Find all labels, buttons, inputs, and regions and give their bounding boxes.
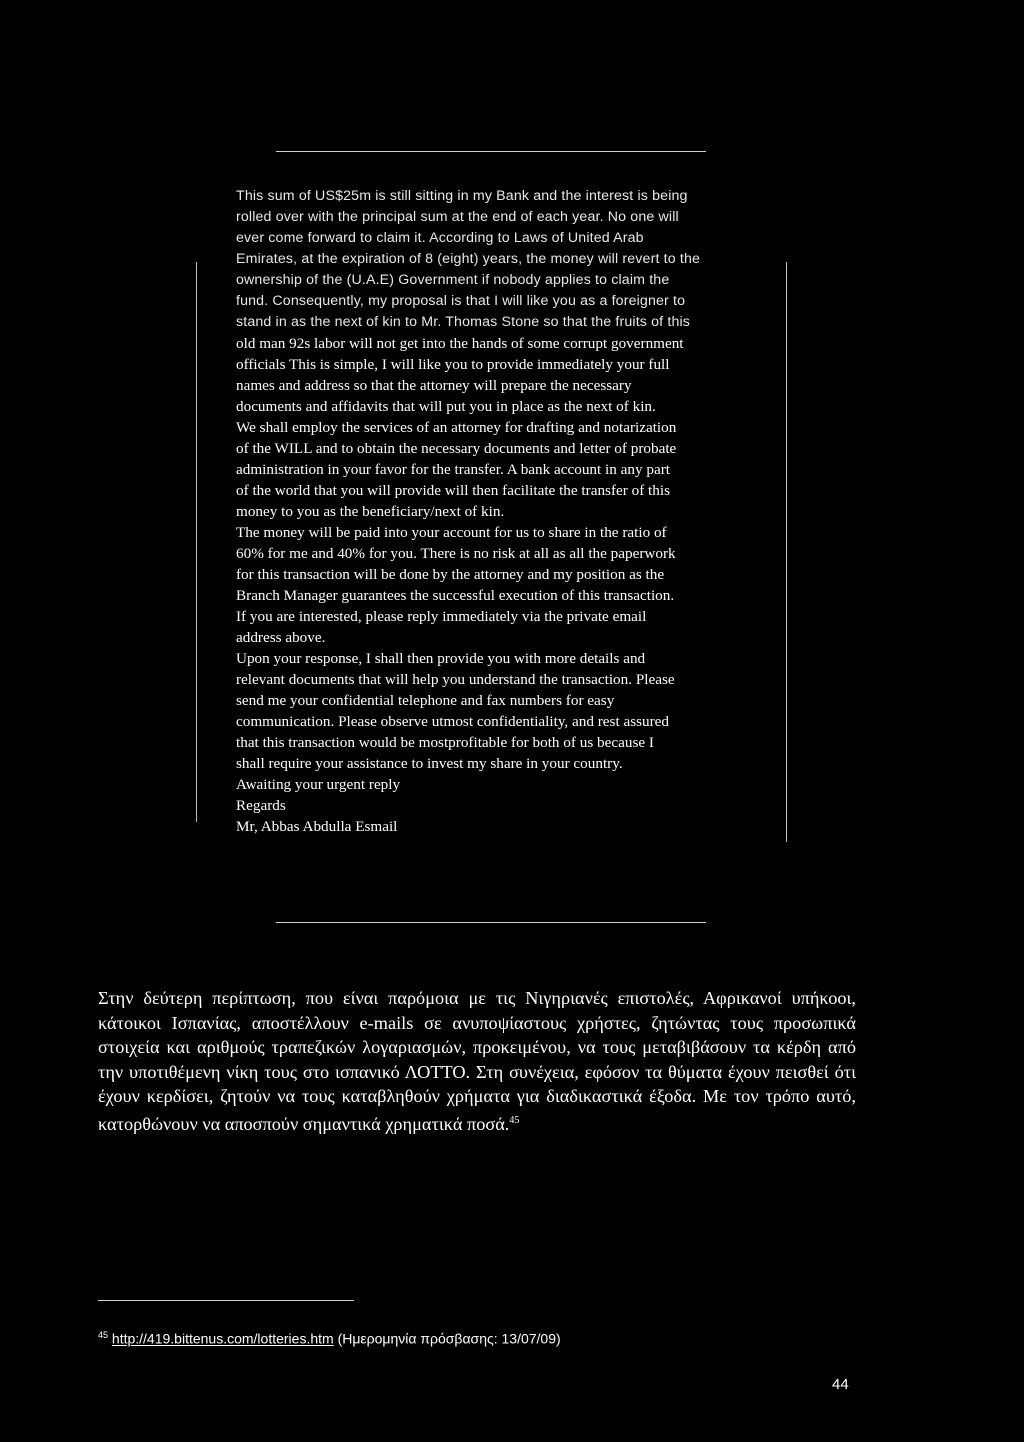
email-line: 60% for me and 40% for you. There is no risk at all as all the paperwork: [236, 545, 676, 562]
footnote-access-date: (Ημερομηνία πρόσβασης: 13/07/09): [333, 1330, 561, 1347]
page-number: 44: [832, 1376, 849, 1393]
email-line: relevant documents that will help you understand the transaction. Please: [236, 671, 675, 688]
email-line: old man 92s labor will not get into the hands of some corrupt government: [236, 335, 684, 352]
email-line: This sum of US$25m is still sitting in my Bank and the interest is being: [236, 188, 688, 204]
email-line: rolled over with the principal sum at the end of each year. No one will: [236, 209, 679, 225]
email-line: stand in as the next of kin to Mr. Thomas Stone so that the fruits of this: [236, 314, 691, 330]
email-line: fund. Consequently, my proposal is that I will like you as a foreigner to: [236, 293, 686, 309]
email-line: shall require your assistance to invest my share in your country.: [236, 755, 623, 772]
email-line: of the WILL and to obtain the necessary documents and letter of probate: [236, 440, 677, 457]
body-paragraph-text: Στην δεύτερη περίπτωση, που είναι παρόμοια με τις Νιγηριανές επιστολές, Αφρικανοί υπήκοοι, κάτοικοι Ισπανίας, αποστέλλουν e-mails σε ανυποψίαστους χρήστες, ζητώντας τους προσωπικά στοιχεία και αριθμούς τραπεζικών λογαριασμών, προκειμένου, να τους μεταβιβάσουν τα κέρδη από την υποτιθέμενη νίκη τους στο ισπανικό ΛΟΤΤΟ. Στη συνέχεια, εφόσον τα θύματα έχουν πεισθεί ότι έχουν κερδίσει, ζητούν να τους καταβληθούν χρήματα για διαδικαστικά έξοδα. Με τον τρόπο αυτό, κατορθώνουν να αποσπούν σημαντικά χρηματικά ποσά.: [98, 988, 856, 1135]
footnote-reference: 45: [509, 1114, 520, 1126]
email-line: Branch Manager guarantees the successful execution of this transaction.: [236, 587, 675, 604]
email-serif-block: [236, 333, 786, 837]
email-line: officials This is simple, I will like you to provide immediately your full: [236, 356, 670, 373]
email-line: Emirates, at the expiration of 8 (eight) years, the money will revert to the: [236, 251, 701, 267]
email-line: ownership of the (U.A.E) Government if nobody applies to claim the: [236, 272, 670, 288]
email-sans-block: [236, 186, 786, 333]
email-line: We shall employ the services of an attorney for drafting and notarization: [236, 419, 677, 436]
email-line: that this transaction would be mostprofitable for both of us because I: [236, 734, 654, 751]
email-line: Regards: [236, 797, 286, 814]
email-line: administration in your favor for the transfer. A bank account in any part: [236, 461, 670, 478]
email-line: Awaiting your urgent reply: [236, 776, 401, 793]
email-line: documents and affidavits that will put you in place as the next of kin.: [236, 398, 656, 415]
email-line: money to you as the beneficiary/next of kin.: [236, 503, 505, 520]
footnote-link[interactable]: http://419.bittenus.com/lotteries.htm: [111, 1330, 334, 1347]
email-line: Mr, Abbas Abdulla Esmail: [236, 818, 398, 835]
email-line: of the world that you will provide will then facilitate the transfer of this: [236, 482, 670, 499]
right-frame-line: [786, 262, 787, 842]
email-line: names and address so that the attorney will prepare the necessary: [236, 377, 632, 394]
email-line: communication. Please observe utmost confidentiality, and rest assured: [236, 713, 670, 730]
email-line: Upon your response, I shall then provide you with more details and: [236, 650, 646, 667]
email-line: The money will be paid into your account for us to share in the ratio of: [236, 524, 667, 541]
footnote: [98, 1330, 561, 1347]
footnote-divider: [98, 1300, 354, 1301]
bottom-divider: [276, 922, 706, 923]
footnote-marker: 45: [98, 1330, 109, 1340]
email-line: address above.: [236, 629, 326, 646]
email-line: for this transaction will be done by the attorney and my position as the: [236, 566, 665, 583]
email-line: If you are interested, please reply immediately via the private email: [236, 608, 647, 625]
email-line: send me your confidential telephone and fax numbers for easy: [236, 692, 615, 709]
top-divider: [276, 151, 706, 152]
body-paragraph: [98, 986, 856, 1137]
left-frame-line: [196, 262, 197, 822]
email-line: ever come forward to claim it. According to Laws of United Arab: [236, 230, 644, 246]
email-excerpt: [236, 186, 786, 837]
